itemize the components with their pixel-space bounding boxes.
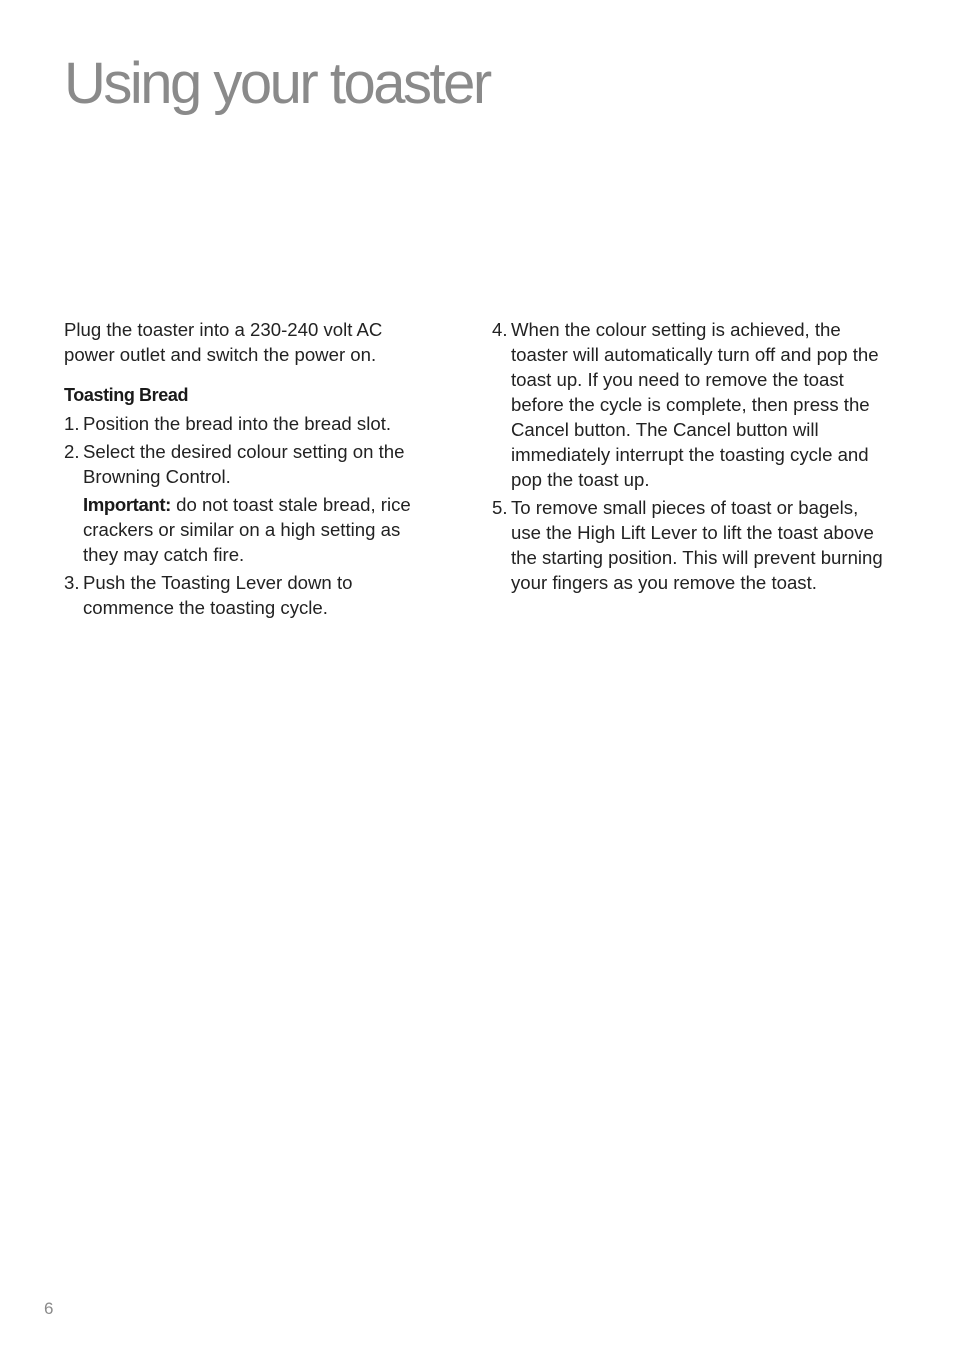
step-5 — [492, 495, 892, 595]
step-number: 2. — [64, 441, 80, 462]
step-text: Select the desired colour setting on the Browning Control. — [83, 441, 405, 487]
section-heading-toasting-bread: Toasting Bread — [64, 385, 189, 405]
page-title: Using your toaster — [64, 51, 490, 116]
step-text: Push the Toasting Lever down to commence the toasting cycle. — [83, 572, 353, 618]
important-note — [83, 492, 436, 567]
step-4 — [492, 317, 892, 492]
step-1 — [64, 411, 436, 436]
step-text: Position the bread into the bread slot. — [83, 413, 392, 434]
step-text: To remove small pieces of toast or bagels, use the High Lift Lever to lift the toast above the starting position. This will prevent burning your fingers as you remove the toast. — [511, 497, 883, 593]
step-number: 5. — [492, 497, 508, 518]
important-text: do not toast stale bread, rice crackers or similar on a high setting as they may catch fire. — [83, 494, 411, 565]
step-3 — [64, 570, 436, 620]
page-number: 6 — [44, 1299, 54, 1318]
step-number: 3. — [64, 572, 80, 593]
step-number: 4. — [492, 319, 508, 340]
step-text: When the colour setting is achieved, the toaster will automatically turn off and pop the toast up. If you need to remove the toast before the cycle is complete, then press the Cancel button. The Cancel button will immediately interrupt the toasting cycle and pop the toast up. — [511, 319, 879, 490]
right-column — [492, 317, 892, 598]
step-2 — [64, 439, 436, 489]
important-label: Important: — [83, 494, 171, 515]
left-column — [64, 317, 436, 623]
intro-paragraph: Plug the toaster into a 230-240 volt AC power outlet and switch the power on. — [64, 319, 383, 365]
step-number: 1. — [64, 413, 80, 434]
